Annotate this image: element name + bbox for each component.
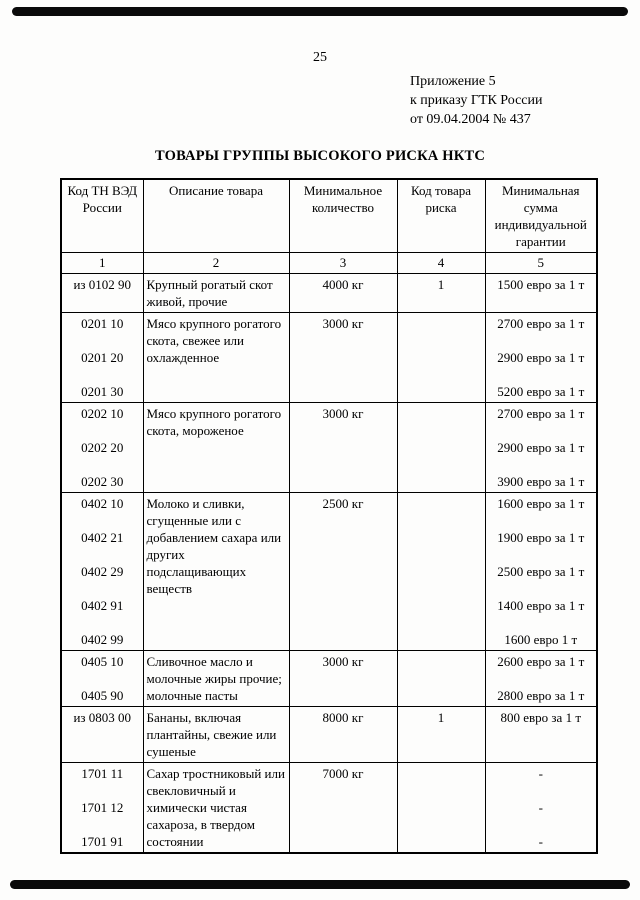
guarantee-cell — [485, 763, 597, 854]
code-cell — [61, 274, 143, 313]
code-cell — [61, 763, 143, 854]
tnved-code: из 0102 90 — [73, 277, 132, 292]
risk-code-cell — [397, 403, 485, 493]
guarantee-amount: 2700 евро за 1 т — [497, 406, 585, 421]
guarantee-amount: 2900 евро за 1 т — [497, 440, 585, 455]
tnved-code: 1701 11 — [81, 766, 124, 781]
table-row — [61, 763, 597, 854]
column-header-guarantee: Минимальная сумма индивидуальной гарантии — [485, 179, 597, 253]
column-number-2: 2 — [143, 253, 289, 274]
appendix-block — [410, 72, 543, 129]
quantity-cell: 3000 кг — [289, 651, 397, 707]
code-cell — [61, 651, 143, 707]
risk-code-cell — [397, 651, 485, 707]
tnved-code: 0405 90 — [81, 688, 124, 703]
quantity-cell: 7000 кг — [289, 763, 397, 854]
table-row — [61, 313, 597, 403]
goods-table — [60, 178, 598, 854]
tnved-code: 0402 10 — [81, 496, 124, 511]
risk-code-cell: 1 — [397, 707, 485, 763]
tnved-code: 0201 20 — [81, 350, 124, 365]
column-number-3: 3 — [289, 253, 397, 274]
description-cell: Крупный рогатый скот живой, прочие — [143, 274, 289, 313]
table-row — [61, 493, 597, 651]
table-row — [61, 707, 597, 763]
guarantee-amount: 2800 евро за 1 т — [497, 688, 585, 703]
tnved-code: 1701 12 — [81, 800, 124, 815]
guarantee-amount: 5200 евро за 1 т — [497, 384, 585, 399]
guarantee-amount: 2600 евро за 1 т — [497, 654, 585, 669]
tnved-code: 0405 10 — [81, 654, 124, 669]
column-number-row — [61, 253, 597, 274]
guarantee-cell — [485, 313, 597, 403]
description-cell: Молоко и сливки, сгущенные или с добавлением сахара или других подслащивающих веществ — [143, 493, 289, 651]
description-cell: Бананы, включая плантайны, свежие или сушеные — [143, 707, 289, 763]
quantity-cell: 4000 кг — [289, 274, 397, 313]
quantity-cell: 3000 кг — [289, 403, 397, 493]
tnved-code: из 0803 00 — [73, 710, 132, 725]
guarantee-cell — [485, 493, 597, 651]
description-cell: Сливочное масло и молочные жиры прочие; молочные пасты — [143, 651, 289, 707]
tnved-code: 0202 20 — [81, 440, 124, 455]
tnved-code: 0201 10 — [81, 316, 124, 331]
table-row — [61, 274, 597, 313]
column-header-code: Код ТН ВЭД России — [61, 179, 143, 253]
header-row — [61, 179, 597, 253]
guarantee-cell — [485, 274, 597, 313]
column-header-quantity: Минимальное количество — [289, 179, 397, 253]
description-cell: Сахар тростниковый или свекловичный и химически чистая сахароза, в твердом состоянии — [143, 763, 289, 854]
document-title: ТОВАРЫ ГРУППЫ ВЫСОКОГО РИСКА НКТС — [154, 148, 486, 164]
scan-edge-bottom — [10, 880, 630, 889]
guarantee-amount: 1600 евро 1 т — [504, 632, 578, 647]
appendix-line-2: к приказу ГТК России — [410, 93, 543, 108]
risk-code-cell — [397, 313, 485, 403]
guarantee-amount: - — [538, 800, 543, 815]
guarantee-cell — [485, 651, 597, 707]
column-number-5: 5 — [485, 253, 597, 274]
quantity-cell: 8000 кг — [289, 707, 397, 763]
table-row — [61, 651, 597, 707]
guarantee-cell — [485, 403, 597, 493]
tnved-code: 0402 21 — [81, 530, 124, 545]
guarantee-amount: 1500 евро за 1 т — [497, 277, 585, 292]
risk-code-cell — [397, 763, 485, 854]
code-cell — [61, 403, 143, 493]
risk-code-cell — [397, 493, 485, 651]
guarantee-amount: - — [538, 766, 543, 781]
quantity-cell: 2500 кг — [289, 493, 397, 651]
guarantee-amount: 2900 евро за 1 т — [497, 350, 585, 365]
guarantee-amount: 2700 евро за 1 т — [497, 316, 585, 331]
tnved-code: 0202 30 — [81, 474, 124, 489]
code-cell — [61, 493, 143, 651]
appendix-line-1: Приложение 5 — [410, 74, 496, 89]
guarantee-amount: - — [538, 834, 543, 849]
description-cell: Мясо крупного рогатого скота, свежее или охлажденное — [143, 313, 289, 403]
appendix-line-3: от 09.04.2004 № 437 — [410, 112, 531, 127]
column-header-description: Описание товара — [143, 179, 289, 253]
guarantee-amount: 1900 евро за 1 т — [497, 530, 585, 545]
tnved-code: 0202 10 — [81, 406, 124, 421]
guarantee-amount: 1600 евро за 1 т — [497, 496, 585, 511]
page-number: 25 — [313, 50, 327, 65]
tnved-code: 0201 30 — [81, 384, 124, 399]
tnved-code: 0402 29 — [81, 564, 124, 579]
quantity-cell: 3000 кг — [289, 313, 397, 403]
column-number-1: 1 — [61, 253, 143, 274]
guarantee-amount: 800 евро за 1 т — [500, 710, 581, 725]
guarantee-amount: 3900 евро за 1 т — [497, 474, 585, 489]
guarantee-cell — [485, 707, 597, 763]
code-cell — [61, 313, 143, 403]
table-row — [61, 403, 597, 493]
column-header-risk: Код товара риска — [397, 179, 485, 253]
guarantee-amount: 1400 евро за 1 т — [497, 598, 585, 613]
code-cell — [61, 707, 143, 763]
tnved-code: 1701 91 — [81, 834, 124, 849]
description-cell: Мясо крупного рогатого скота, мороженое — [143, 403, 289, 493]
risk-code-cell: 1 — [397, 274, 485, 313]
tnved-code: 0402 91 — [81, 598, 124, 613]
tnved-code: 0402 99 — [81, 632, 124, 647]
guarantee-amount: 2500 евро за 1 т — [497, 564, 585, 579]
column-number-4: 4 — [397, 253, 485, 274]
scan-edge-top — [12, 7, 628, 16]
